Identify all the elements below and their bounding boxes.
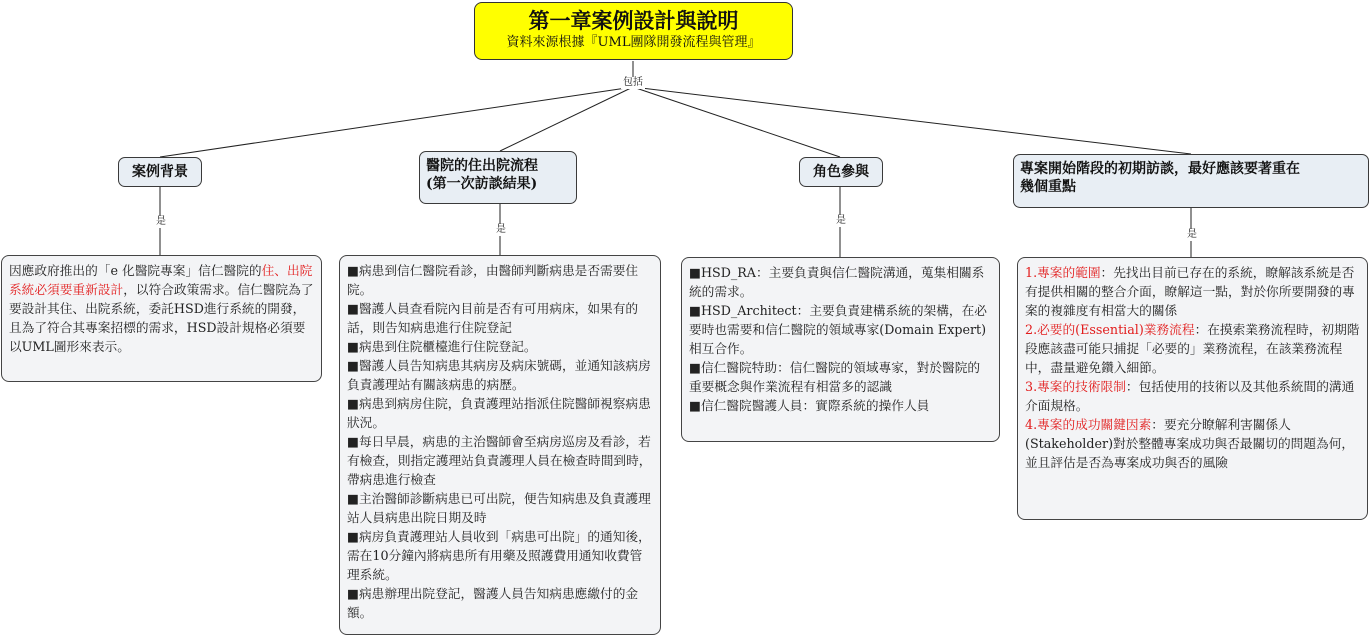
step-8: ■病房負責護理站人員收到「病患可出院」的通知後，需在10分鐘內將病患所有用藥及照護費用通知收費管理系統。 [347, 529, 651, 582]
detail-initial-interview[interactable] [1017, 257, 1368, 520]
detail-admission-process[interactable] [339, 255, 661, 635]
link-label-case-background: 是 [156, 216, 166, 227]
point-scope: 1.專案的範圍：先找出目前已存在的系統，瞭解該系統是否有提供相關的整合介面，瞭解這一點，對於你所要開發的專案的複雜度有相當大的關係 [1025, 265, 1355, 318]
role-3: ■信仁醫院特助：信仁醫院的領域專家，對於醫院的重要概念與作業流程有相當多的認識 [689, 360, 981, 394]
topic-label-line1: 醫院的住出院流程 [426, 158, 538, 174]
detail-case-background[interactable] [1, 255, 322, 382]
topic-label: 角色參與 [813, 164, 869, 180]
point-essential-process: 2.必要的(Essential)業務流程：在摸索業務流程時，初期階段應該盡可能只捕捉「必要的」業務流程，在該業務流程中，盡量避免鑽入細節。 [1025, 322, 1360, 375]
root-title: 第一章案例設計與說明 [528, 8, 739, 33]
detail-roles[interactable] [681, 257, 1000, 442]
detail-text: 因應政府推出的「e 化醫院專案」信仁醫院的住、出院系統必須要重新設計，以符合政策需求。信仁醫院為了要設計其住、出院系統，委託HSD進行系統的開發，且為了符合其專案招標的需求，HSD設計規格必須要以UML圖形來表示。 [9, 263, 314, 354]
root-subtitle: 資料來源根據『UML團隊開發流程與管理』 [506, 35, 761, 50]
topic-roles[interactable] [799, 157, 883, 187]
step-7: ■主治醫師診斷病患已可出院，便告知病患及負責護理站人員病患出院日期及時 [347, 491, 651, 525]
step-4: ■醫護人員告知病患其病房及病床號碼，並通知該病房負責護理站有關該病患的病歷。 [347, 358, 651, 392]
link-label-roles: 是 [836, 215, 846, 226]
point-success-factors: 4.專案的成功關鍵因素：要充分瞭解利害關係人(Stakeholder)對於整體專案成功與否最關切的問題為何，並且評估是否為專案成功與否的風險 [1025, 417, 1355, 470]
topic-case-background[interactable] [118, 157, 202, 187]
role-4: ■信仁醫院醫護人員：實際系統的操作人員 [689, 398, 930, 413]
role-2: ■HSD_Architect：主要負責建構系統的架構，在必要時也需要和信仁醫院的領域專家(Domain Expert)相互合作。 [689, 303, 987, 356]
step-1: ■病患到信仁醫院看診，由醫師判斷病患是否需要住院。 [347, 263, 639, 297]
topic-label-line2: 幾個重點 [1020, 179, 1076, 195]
step-2: ■醫護人員查看院內目前是否有可用病床，如果有的話，則告知病患進行住院登記 [347, 301, 639, 335]
step-5: ■病患到病房住院，負責護理站指派住院醫師視察病患狀況。 [347, 396, 651, 430]
topic-label-line2: (第一次訪談結果) [426, 176, 538, 192]
step-9: ■病患辦理出院登記，醫護人員告知病患應繳付的金額。 [347, 586, 639, 620]
point-tech-constraints: 3.專案的技術限制：包括使用的技術以及其他系統間的溝通介面規格。 [1025, 379, 1355, 413]
root-link-label: 包括 [623, 77, 643, 88]
topic-label: 案例背景 [132, 164, 188, 180]
link-label-admission-process: 是 [496, 224, 506, 235]
root-topic[interactable] [474, 2, 793, 60]
role-1: ■HSD_RA：主要負責與信仁醫院溝通，蒐集相關系統的需求。 [689, 265, 985, 299]
link-label-initial-interview: 是 [1187, 229, 1197, 240]
topic-admission-process[interactable] [419, 151, 577, 204]
topic-label-line1: 專案開始階段的初期訪談，最好應該要著重在 [1020, 161, 1300, 177]
step-6: ■每日早晨，病患的主治醫師會至病房巡房及看診，若有檢查，則指定護理站負責護理人員在檢查時間到時，帶病患進行檢查 [347, 434, 652, 487]
topic-initial-interview[interactable] [1013, 154, 1369, 208]
step-3: ■病患到住院櫃檯進行住院登記。 [347, 339, 537, 354]
